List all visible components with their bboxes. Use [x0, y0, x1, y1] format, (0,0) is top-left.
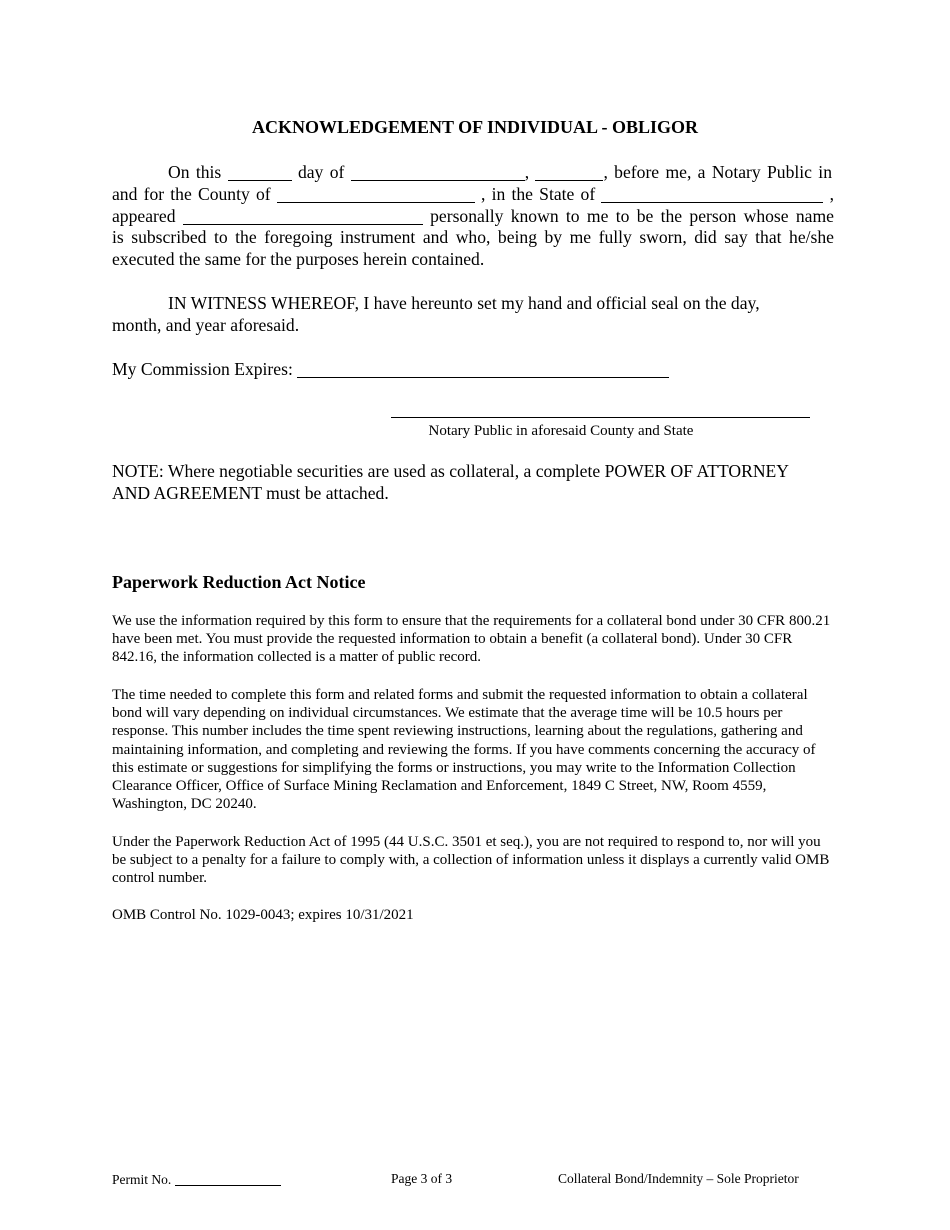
county-field[interactable] [277, 185, 475, 203]
ack-trailing-comma: , [829, 184, 834, 204]
paperwork-paragraph-1: We use the information required by this form to ensure that the requirements for a collateral bond under 30 CFR 800.21 have been met. You must provide the requested information to obtain a benefit (a collateral bond). Under 30 CFR 842.16, the information collected is a matter of public record. [112, 613, 831, 666]
ack-personally-known: personally known to me to be the person whose name [430, 206, 834, 226]
ack-before-me: , before me, a Notary Public in [603, 162, 832, 182]
permit-number-field[interactable] [175, 1173, 281, 1186]
footer-page-number: Page 3 of 3 [391, 1171, 453, 1186]
notary-signature-line[interactable] [391, 417, 810, 418]
form-title: ACKNOWLEDGEMENT OF INDIVIDUAL - OBLIGOR [251, 117, 699, 137]
commission-row [112, 357, 669, 380]
ack-line-2 [112, 182, 834, 205]
ack-in-state: , in the State of [481, 184, 596, 204]
witness-line-2: month, and year aforesaid. [112, 315, 300, 335]
ack-appeared: appeared [112, 206, 176, 226]
paperwork-paragraph-3: Under the Paperwork Reduction Act of 1995 (44 U.S.C. 3501 et seq.), you are not required to respond to, nor will you be subject to a penalty for a failure to comply with, a collection of information unless it displays a currently valid OMB control number. [112, 834, 830, 887]
note-line-1: NOTE: Where negotiable securities are used as collateral, a complete POWER OF ATTORNEY [112, 461, 789, 481]
note-line-2: AND AGREEMENT must be attached. [112, 483, 389, 503]
paperwork-paragraph-2: The time needed to complete this form and related forms and submit the requested information to obtain a collateral bond will vary depending on individual circumstances. We estimate that the average time will be 10.5 hours per response. This number includes the time spent reviewing instructions, learning about the regulations, gathering and maintaining information, and completing and reviewing the forms. If you have comments concerning the accuracy of this estimate or suggestions for simplifying the forms or instructions, you may write to the Information Collection Clearance Officer, Office of Surface Mining Reclamation and Enforcement, 1849 C Street, NW, Room 4559, Washington, DC 20240. [112, 687, 816, 813]
commission-label: My Commission Expires: [112, 359, 293, 379]
footer-permit [112, 1171, 281, 1188]
notary-signature-caption: Notary Public in aforesaid County and State [428, 423, 694, 439]
ack-day-of: day of [297, 162, 345, 182]
ack-for-county: and for the County of [112, 184, 271, 204]
day-field[interactable] [228, 163, 292, 181]
ack-line-3 [112, 204, 834, 227]
permit-label: Permit No. [112, 1172, 172, 1187]
ack-line-1 [168, 160, 832, 183]
ack-line-5: executed the same for the purposes herein contained. [112, 249, 485, 269]
commission-expires-field[interactable] [297, 360, 669, 378]
year-field[interactable] [535, 163, 603, 181]
footer-form-name: Collateral Bond/Indemnity – Sole Proprietor [558, 1171, 799, 1186]
ack-line-4: is subscribed to the foregoing instrument and who, being by me fully sworn, did say that he/she [112, 227, 834, 247]
paperwork-heading: Paperwork Reduction Act Notice [112, 572, 366, 592]
witness-line-1: IN WITNESS WHEREOF, I have hereunto set my hand and official seal on the day, [168, 293, 760, 313]
omb-control-number: OMB Control No. 1029-0043; expires 10/31/2021 [112, 907, 414, 923]
state-field[interactable] [601, 185, 823, 203]
month-field[interactable] [351, 163, 525, 181]
ack-on-this: On this [168, 162, 222, 182]
ack-comma: , [524, 162, 530, 182]
appeared-name-field[interactable] [183, 207, 423, 225]
